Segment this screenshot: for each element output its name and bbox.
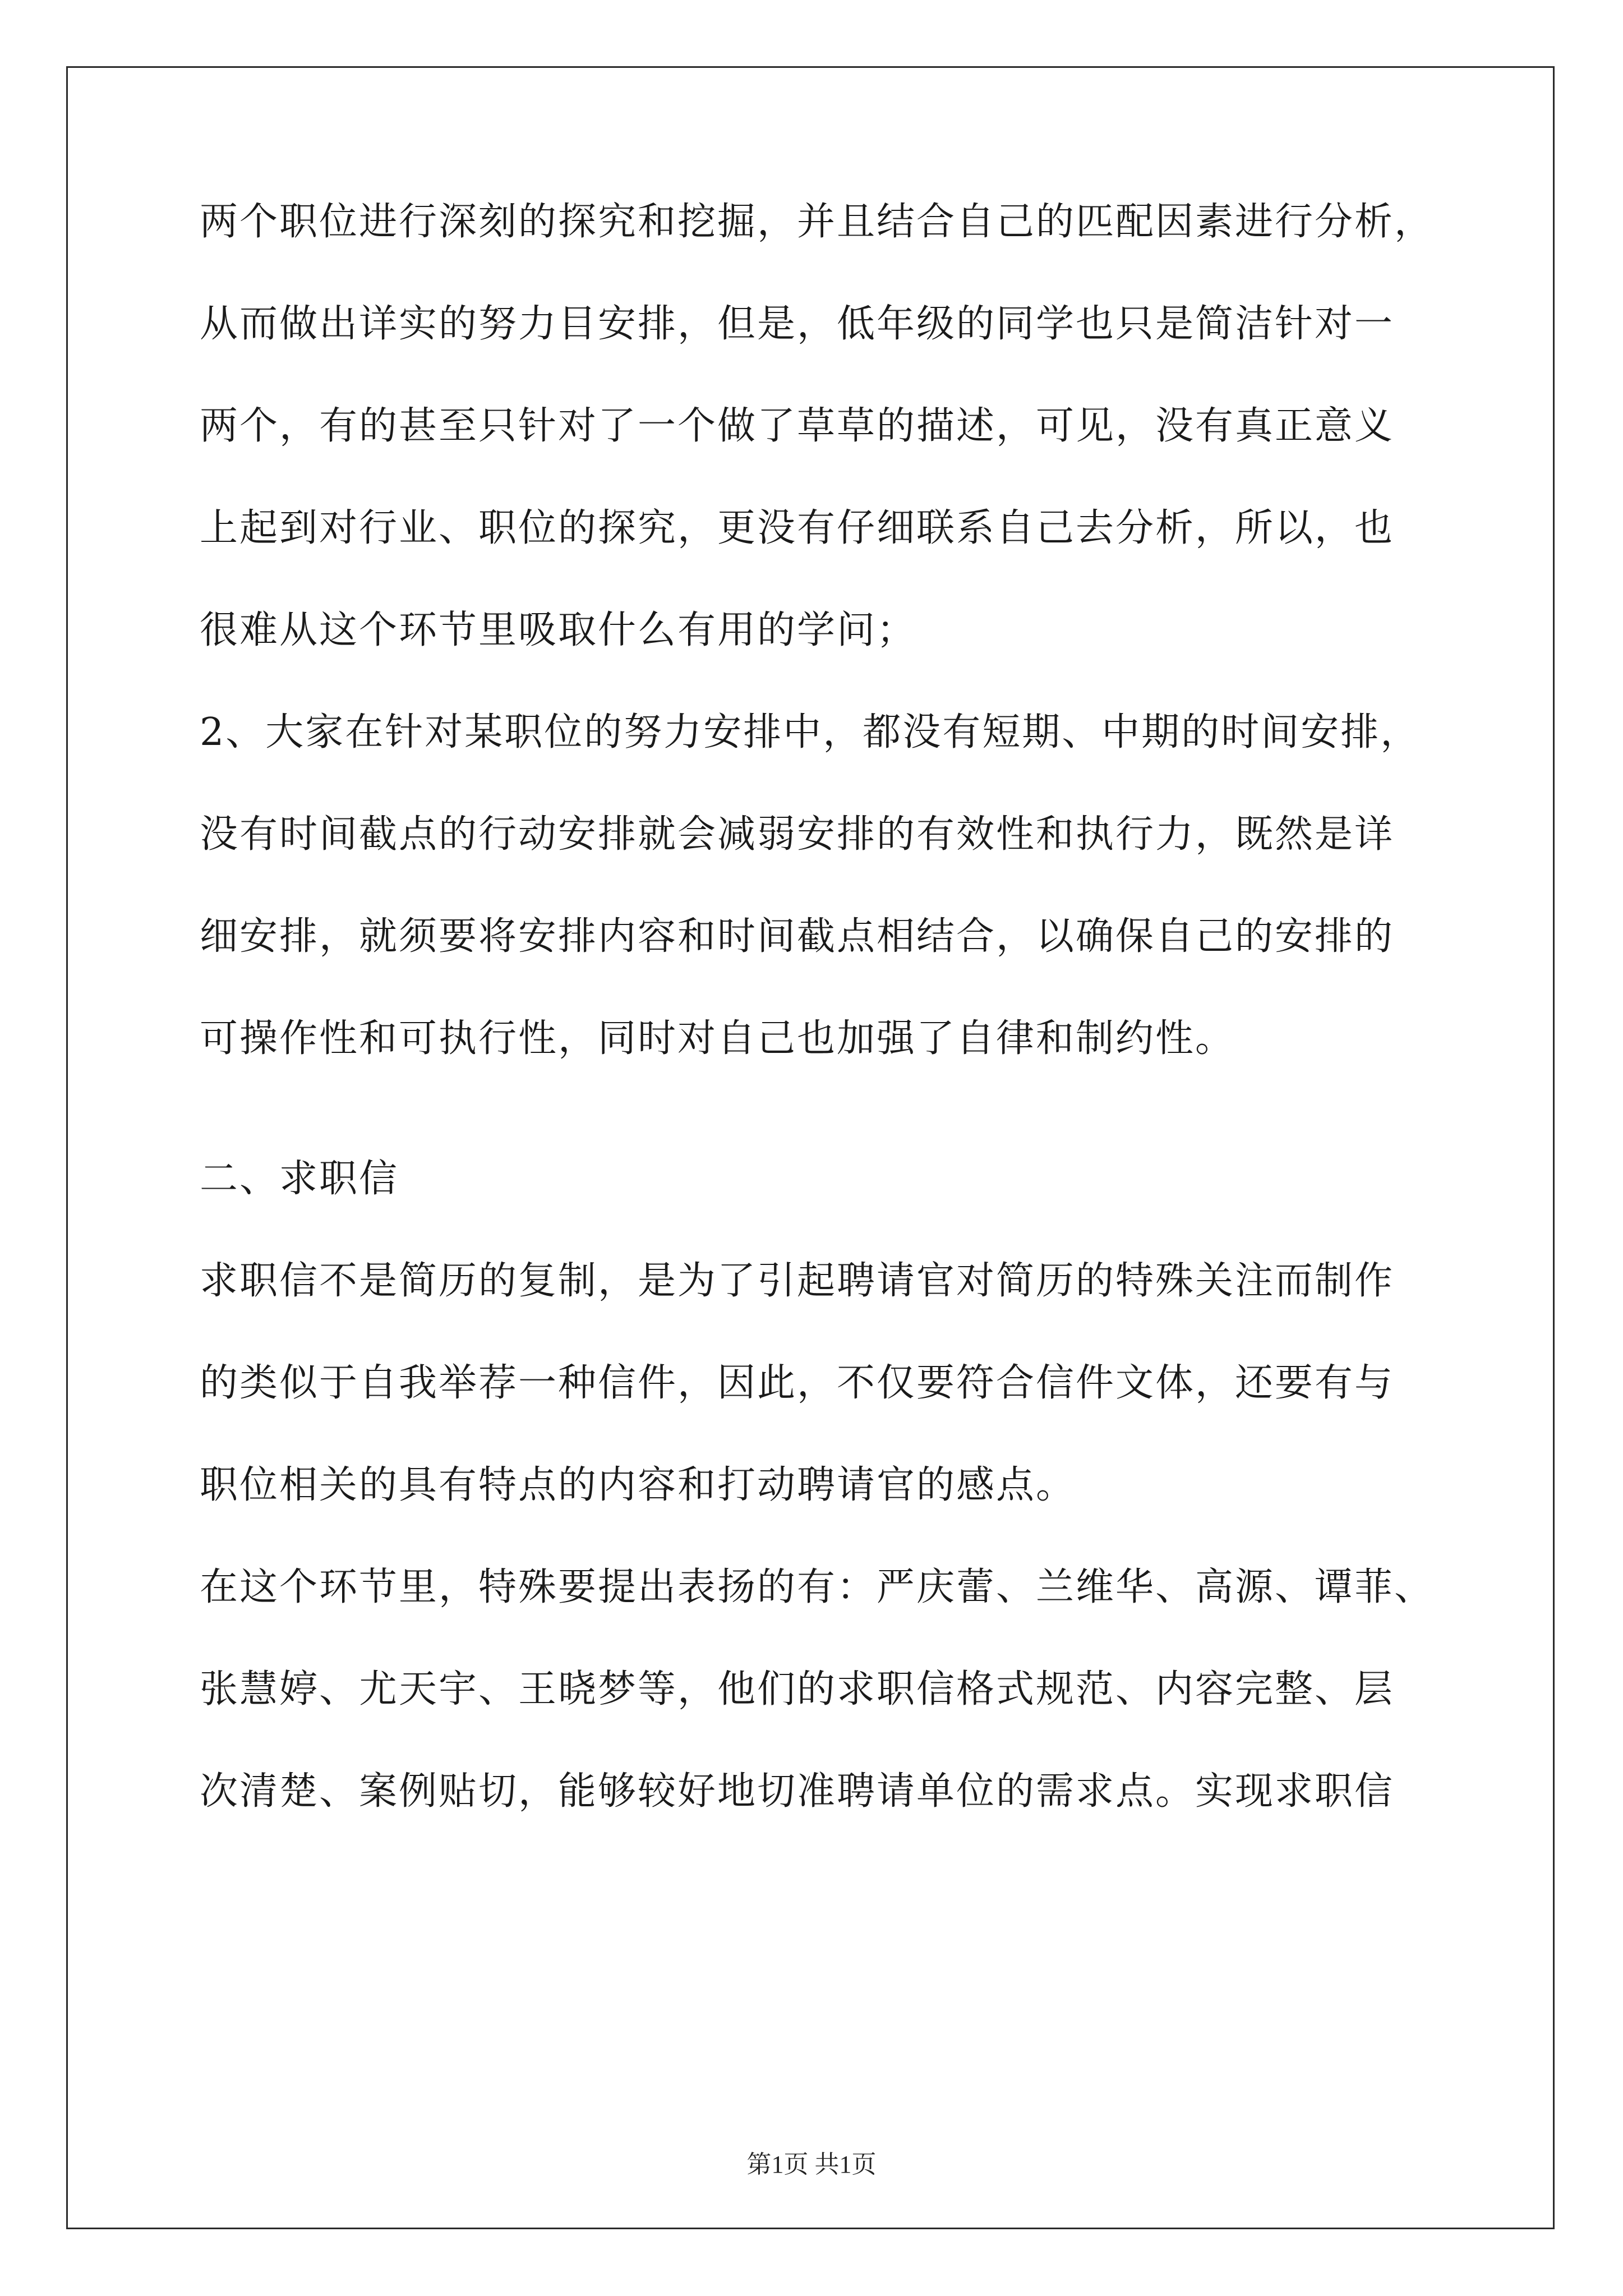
text-line: 两个职位进行深刻的探究和挖掘，并且结合自己的匹配因素进行分析， bbox=[200, 200, 1435, 244]
text-line: 很难从这个环节里吸取什么有用的学问； bbox=[200, 608, 917, 652]
text-line: 次清楚、案例贴切，能够较好地切准聘请单位的需求点。实现求职信 bbox=[200, 1769, 1395, 1814]
text-line: 没有时间截点的行动安排就会减弱安排的有效性和执行力，既然是详 bbox=[200, 812, 1395, 857]
paragraph-gap bbox=[200, 1122, 1428, 1160]
text-line: 的类似于自我举荐一种信件，因此，不仅要符合信件文体，还要有与 bbox=[200, 1361, 1395, 1405]
text-line: 细安排，就须要将安排内容和时间截点相结合，以确保自己的安排的 bbox=[200, 914, 1395, 959]
text-line: 张慧婷、尤天宇、王晓梦等，他们的求职信格式规范、内容完整、层 bbox=[200, 1667, 1395, 1711]
section-heading: 二、求职信 bbox=[200, 1157, 399, 1201]
page-footer: 第1页 共1页 bbox=[746, 2151, 877, 2178]
text-line: 两个，有的甚至只针对了一个做了草草的描述，可见，没有真正意义 bbox=[200, 404, 1395, 448]
text-line: 在这个环节里，特殊要提出表扬的有：严庆蕾、兰维华、高源、谭菲、 bbox=[200, 1565, 1435, 1609]
text-line: 职位相关的具有特点的内容和打动聘请官的感点。 bbox=[200, 1463, 1076, 1507]
text-line: 2、大家在针对某职位的努力安排中，都没有短期、中期的时间安排， bbox=[200, 710, 1421, 754]
document-body bbox=[200, 200, 1435, 1814]
text-line: 上起到对行业、职位的探究，更没有仔细联系自己去分析，所以，也 bbox=[200, 506, 1395, 550]
text-line: 从而做出详实的努力目安排，但是，低年级的同学也只是简洁针对一 bbox=[200, 302, 1395, 346]
text-line: 求职信不是简历的复制，是为了引起聘请官对简历的特殊关注而制作 bbox=[200, 1259, 1395, 1303]
text-line: 可操作性和可执行性，同时对自己也加强了自律和制约性。 bbox=[200, 1016, 1235, 1061]
